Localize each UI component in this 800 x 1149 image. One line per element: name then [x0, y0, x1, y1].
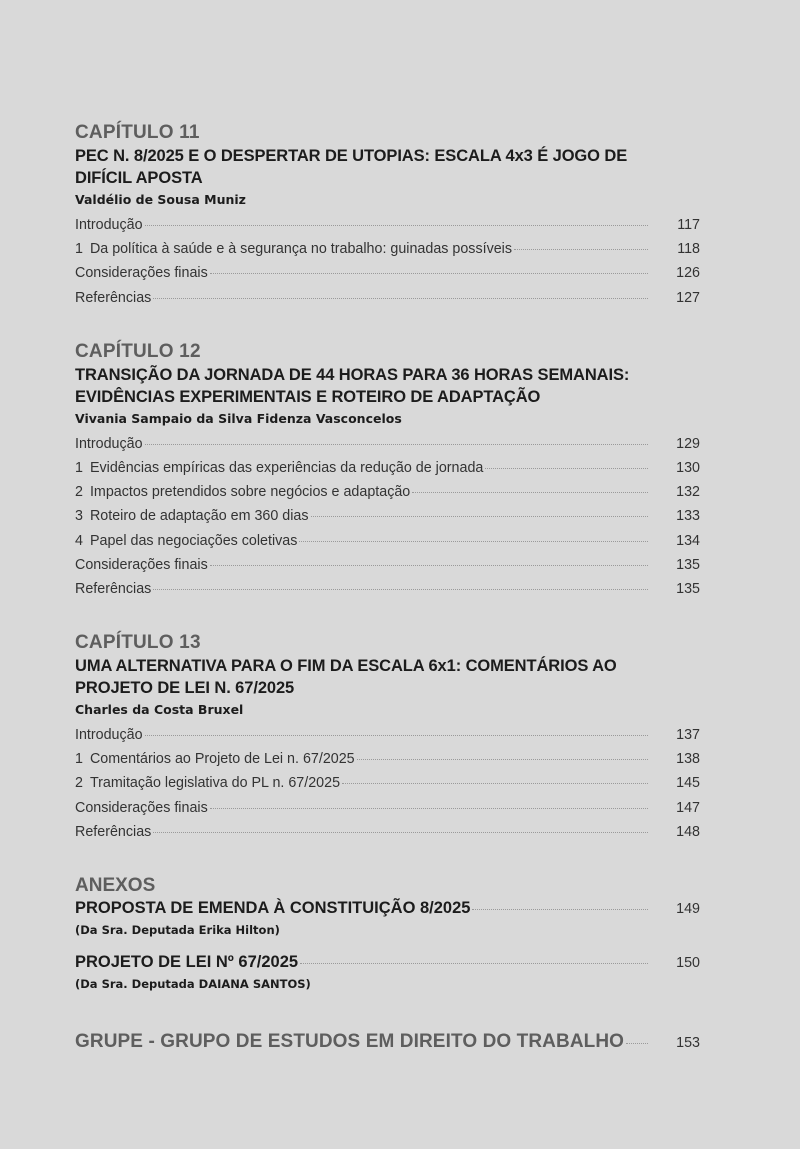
entry-title: Impactos pretendidos sobre negócios e adaptação	[89, 484, 411, 501]
dot-leader	[300, 963, 648, 964]
toc-entry[interactable]	[75, 436, 700, 460]
dot-leader	[342, 783, 648, 784]
chapter-label: CAPÍTULO 13	[75, 632, 201, 654]
entry-text-wrap	[75, 727, 143, 743]
dot-leader	[210, 808, 648, 809]
entry-title: Roteiro de adaptação em 360 dias	[89, 508, 309, 525]
entry-text-wrap	[75, 751, 355, 767]
entry-title: Referências	[75, 823, 152, 840]
annex-item	[75, 953, 700, 993]
entry-text-wrap	[75, 484, 410, 500]
chapter-section	[75, 631, 700, 848]
group-page: 153	[676, 1035, 700, 1051]
entry-text-wrap	[75, 533, 297, 549]
entry-page: 117	[677, 217, 700, 233]
entry-number: 2	[75, 775, 83, 792]
entry-page: 138	[676, 751, 700, 768]
dot-leader	[311, 516, 648, 517]
chapter-author: Charles da Costa Bruxel	[75, 702, 244, 718]
toc-entry[interactable]	[75, 290, 700, 314]
dot-leader	[412, 492, 648, 493]
toc-entry[interactable]	[75, 533, 700, 557]
toc-entry[interactable]	[75, 824, 700, 848]
dot-leader	[485, 468, 648, 469]
entry-title: Introdução	[75, 727, 143, 744]
dot-leader	[145, 735, 648, 736]
chapter-label: CAPÍTULO 11	[75, 122, 200, 143]
entry-title: Referências	[75, 580, 152, 597]
dot-leader	[357, 759, 648, 760]
entry-text-wrap	[75, 557, 208, 573]
entry-text-wrap	[75, 290, 151, 306]
entry-title: Introdução	[75, 217, 143, 233]
chapter-title: PEC N. 8/2025 E O DESPERTAR DE UTOPIAS: ESCALA 4x3 É JOGO DE DIFÍCIL APOSTA	[75, 147, 628, 187]
entry-title: Considerações finais	[75, 265, 208, 282]
annex-entry[interactable]	[75, 953, 700, 972]
group-title: GRUPE - GRUPO DE ESTUDOS EM DIREITO DO TRABALHO	[75, 1031, 625, 1052]
toc-entry[interactable]	[75, 800, 700, 824]
entry-title: Introdução	[75, 435, 143, 452]
entry-page: 127	[676, 289, 700, 306]
chapter-label: CAPÍTULO 12	[75, 340, 201, 362]
entry-page: 145	[676, 775, 700, 792]
chapter-section	[75, 121, 700, 314]
annex-title: PROPOSTA DE EMENDA À CONSTITUIÇÃO 8/2025	[75, 899, 471, 917]
annex-page: 149	[676, 901, 700, 917]
chapter-author: Vivania Sampaio da Silva Fidenza Vasconcelos	[75, 410, 402, 426]
toc-entry[interactable]	[75, 265, 700, 289]
toc-entry[interactable]	[75, 460, 700, 484]
entry-number: 3	[75, 508, 83, 525]
annex-title: PROJETO DE LEI Nº 67/2025	[75, 953, 299, 971]
annexes-section	[75, 874, 700, 993]
annex-page: 150	[676, 955, 700, 971]
entry-text-wrap	[75, 241, 512, 257]
entry-text-wrap	[75, 436, 143, 452]
entry-title: Referências	[75, 289, 152, 306]
entry-text-wrap	[75, 508, 309, 524]
toc-entry[interactable]	[75, 751, 700, 775]
annex-entry[interactable]	[75, 899, 700, 918]
chapter-title: TRANSIÇÃO DA JORNADA DE 44 HORAS PARA 36 HORAS SEMANAIS: EVIDÊNCIAS EXPERIMENTAIS E ROTEIRO DE ADAPTAÇÃO	[75, 365, 630, 406]
dot-leader	[153, 298, 648, 299]
entry-page: 129	[676, 435, 700, 452]
entry-number: 1	[75, 751, 83, 768]
toc-entry[interactable]	[75, 241, 700, 265]
chapter-list	[75, 121, 700, 848]
entry-text-wrap	[75, 217, 143, 233]
entry-page: 133	[676, 508, 700, 525]
dot-leader	[210, 565, 648, 566]
dot-leader	[514, 249, 648, 250]
entry-page: 137	[676, 727, 700, 744]
entry-text-wrap	[75, 775, 340, 791]
toc-entry[interactable]	[75, 727, 700, 751]
entry-page: 134	[676, 532, 700, 549]
dot-leader	[299, 541, 648, 542]
entry-page: 132	[676, 484, 700, 501]
annex-author: (Da Sra. Deputada Erika Hilton)	[75, 923, 280, 937]
entry-page: 130	[676, 459, 700, 476]
dot-leader	[153, 832, 648, 833]
entry-text-wrap	[75, 460, 483, 476]
entry-title: Considerações finais	[75, 799, 208, 816]
annex-item	[75, 899, 700, 939]
chapter-title: UMA ALTERNATIVA PARA O FIM DA ESCALA 6x1: COMENTÁRIOS AO PROJETO DE LEI N. 67/2025	[75, 657, 617, 698]
toc-entry[interactable]	[75, 581, 700, 605]
annexes-label: ANEXOS	[75, 875, 156, 896]
entry-number: 2	[75, 484, 83, 501]
entry-text-wrap	[75, 581, 151, 597]
annex-author: (Da Sra. Deputada DAIANA SANTOS)	[75, 977, 311, 991]
chapter-author: Valdélio de Sousa Muniz	[75, 192, 246, 207]
chapter-section	[75, 340, 700, 605]
entry-title: Tramitação legislativa do PL n. 67/2025	[89, 775, 341, 792]
entry-page: 135	[676, 580, 700, 597]
entry-number: 4	[75, 532, 83, 549]
entry-page: 135	[676, 556, 700, 573]
entry-page: 148	[676, 823, 700, 840]
entry-text-wrap	[75, 824, 151, 840]
dot-leader	[153, 589, 648, 590]
toc-entry[interactable]	[75, 508, 700, 532]
dot-leader	[145, 444, 648, 445]
entry-page: 126	[676, 265, 700, 282]
entry-title: Papel das negociações coletivas	[89, 532, 298, 549]
entry-number: 1	[75, 241, 83, 258]
toc-entry[interactable]	[75, 484, 700, 508]
group-entry[interactable]	[75, 1031, 700, 1053]
entry-title: Da política à saúde e à segurança no trabalho: guinadas possíveis	[89, 241, 512, 258]
toc-content	[75, 121, 700, 1053]
entry-number: 1	[75, 459, 83, 476]
entry-text-wrap	[75, 800, 208, 816]
annex-list	[75, 899, 700, 993]
toc-entry[interactable]	[75, 217, 700, 241]
entry-page: 118	[677, 241, 700, 258]
entry-title: Comentários ao Projeto de Lei n. 67/2025	[89, 751, 355, 768]
dot-leader	[472, 909, 648, 910]
dot-leader	[626, 1043, 648, 1044]
dot-leader	[145, 225, 648, 226]
dot-leader	[210, 273, 648, 274]
entry-title: Evidências empíricas das experiências da redução de jornada	[89, 459, 484, 476]
entry-page: 147	[676, 799, 700, 816]
entry-text-wrap	[75, 265, 208, 281]
toc-entry[interactable]	[75, 775, 700, 799]
toc-entry[interactable]	[75, 557, 700, 581]
entry-title: Considerações finais	[75, 556, 208, 573]
